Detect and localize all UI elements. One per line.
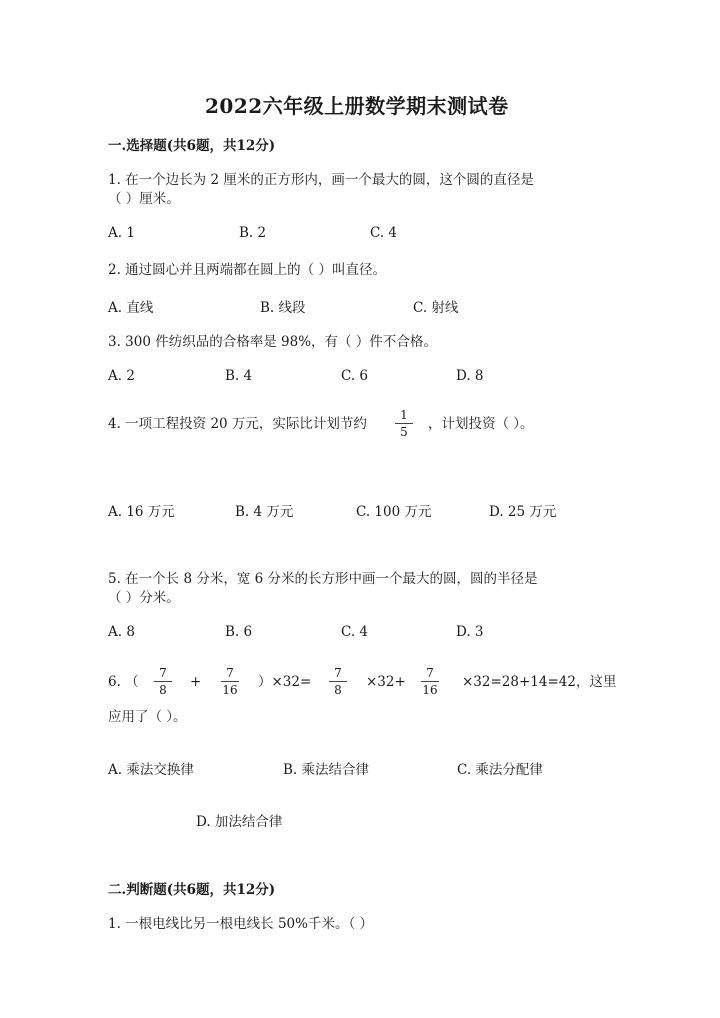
question-6-prefix: 6. （ [108,674,139,690]
q2-option-b: B. 线段 [260,300,306,316]
fraction-bar [421,681,439,682]
q4-fraction-denominator: 5 [400,425,408,439]
fraction-bar [329,681,347,682]
q6-fraction-4-numerator: 7 [426,666,434,680]
q5-option-c: C. 4 [341,624,369,640]
question-6-tail: ×32=28+14=42，这里 [462,674,617,690]
q1-option-c: C. 4 [370,225,398,241]
q5-option-d: D. 3 [456,624,484,640]
q6-fraction-2-numerator: 7 [226,666,234,680]
q1-option-b: B. 2 [239,225,267,241]
q3-option-a: A. 2 [108,368,135,384]
q2-option-a: A. 直线 [108,300,154,316]
q6-fraction-4-denominator: 16 [422,683,438,697]
question-2-line1: 2. 通过圆心并且两端都在圆上的（ ）叫直径。 [108,262,386,278]
q6-fraction-1 [152,666,174,697]
q6-fraction-3 [327,666,349,697]
q6-fraction-2 [219,666,241,697]
section-heading-judgement: 二.判断题(共6题，共12分) [108,882,276,898]
q3-option-c: C. 6 [341,368,369,384]
q6-option-c: C. 乘法分配律 [457,762,543,778]
q3-option-d: D. 8 [456,368,484,384]
question-5-line2: （ ）分米。 [108,590,180,606]
fraction-bar [221,681,239,682]
q6-fraction-3-numerator: 7 [334,666,342,680]
q6-fraction-1-denominator: 8 [159,683,167,697]
q4-option-c: C. 100 万元 [356,504,432,520]
q4-option-a: A. 16 万元 [108,504,175,520]
question-5-line1: 5. 在一个长 8 分米，宽 6 分米的长方形中画一个最大的圆，圆的半径是 [108,571,538,587]
question-1-line1: 1. 在一个边长为 2 厘米的正方形内，画一个最大的圆，这个圆的直径是 [108,172,534,188]
q1-option-a: A. 1 [108,225,135,241]
q3-option-b: B. 4 [225,368,253,384]
q6-fraction-1-numerator: 7 [159,666,167,680]
question-4-text-a: 4. 一项工程投资 20 万元，实际比计划节约 [108,416,367,432]
q2-option-c: C. 射线 [413,300,459,316]
q4-option-d: D. 25 万元 [489,504,557,520]
judgement-question-1: 1. 一根电线比另一根电线长 50%千米。（ ） [108,916,374,932]
q4-option-b: B. 4 万元 [235,504,294,520]
q6-option-a: A. 乘法交换律 [108,762,194,778]
q5-option-b: B. 6 [225,624,253,640]
q6-fraction-3-denominator: 8 [334,683,342,697]
question-4-text-b: ，计划投资（ ）。 [428,416,534,432]
q6-option-b: B. 乘法结合律 [283,762,370,778]
question-6-plus: + [190,674,202,690]
q5-option-a: A. 8 [108,624,135,640]
question-1-line2: （ ）厘米。 [108,191,180,207]
q6-fraction-2-denominator: 16 [222,683,238,697]
q6-fraction-4 [419,666,441,697]
fraction-bar [395,423,413,424]
question-3-line1: 3. 300 件纺织品的合格率是 98%，有（ ）件不合格。 [108,334,437,350]
question-6-times2: ×32+ [366,674,406,690]
question-6-line2: 应用了（ ）。 [108,709,187,725]
question-6-times1: ）×32= [258,674,312,690]
section-heading-choice: 一.选择题(共6题，共12分) [108,138,276,154]
q4-fraction-numerator: 1 [400,408,408,422]
page-title: 2022六年级上册数学期末测试卷 [205,94,509,118]
q6-option-d: D. 加法结合律 [196,814,283,830]
q4-fraction [393,408,415,439]
fraction-bar [154,681,172,682]
